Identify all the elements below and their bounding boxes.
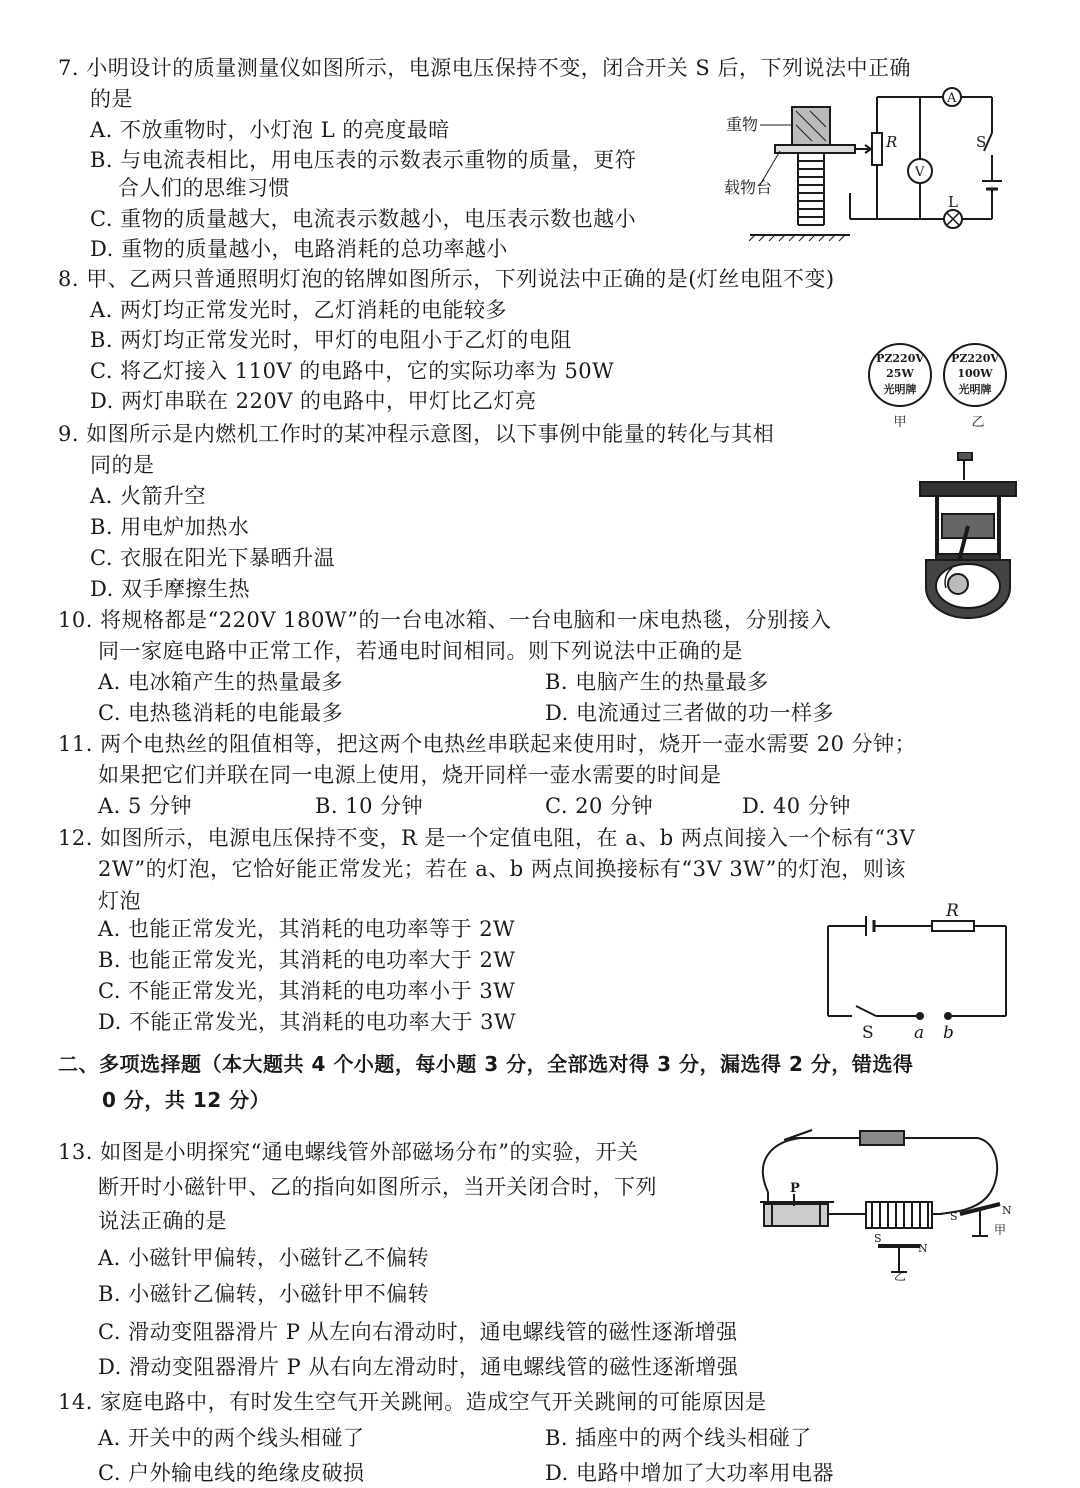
q9-option-b: B. 用电炉加热水 bbox=[90, 515, 250, 539]
q7-option-d: D. 重物的质量越小，电路消耗的总功率越小 bbox=[90, 237, 508, 261]
q11-option-a: A. 5 分钟 bbox=[98, 794, 193, 818]
q10-stem-line1: 10. 将规格都是“220V 180W”的一台电冰箱、一台电脑和一床电热毯，分别接入 bbox=[58, 608, 832, 632]
q12-stem-line3: 灯泡 bbox=[98, 889, 141, 913]
q13-fig-p-label: P bbox=[790, 1181, 800, 1196]
q12-option-c: C. 不能正常发光，其消耗的电功率小于 3W bbox=[98, 979, 516, 1003]
q9-option-c: C. 衣服在阳光下暴晒升温 bbox=[90, 546, 336, 570]
q13-fig-yi-label: 乙 bbox=[894, 1269, 907, 1282]
q9-stem-line1: 9. 如图所示是内燃机工作时的某冲程示意图，以下事例中能量的转化与其相 bbox=[58, 422, 775, 446]
q7-option-b-line2: 合人们的思维习惯 bbox=[118, 176, 290, 200]
q14-option-d: D. 电路中增加了大功率用电器 bbox=[545, 1461, 834, 1485]
q10-stem-line2: 同一家庭电路中正常工作，若通电时间相同。则下列说法中正确的是 bbox=[98, 639, 743, 663]
q13-fig-jia-label: 甲 bbox=[994, 1223, 1007, 1237]
q13-option-d: D. 滑动变阻器滑片 P 从右向左滑动时，通电螺线管的磁性逐渐增强 bbox=[98, 1355, 739, 1379]
q11-option-b: B. 10 分钟 bbox=[315, 794, 424, 818]
q13-fig-jia-s-label: S bbox=[950, 1210, 958, 1223]
q7-fig-r-label: R bbox=[886, 133, 898, 151]
q10-option-a: A. 电冰箱产生的热量最多 bbox=[98, 670, 344, 694]
q12-circuit-figure bbox=[820, 898, 1016, 1040]
q12-fig-a-label: a bbox=[914, 1023, 925, 1040]
q7-stem-line1: 7. 小明设计的质量测量仪如图所示，电源电压保持不变，闭合开关 S 后，下列说法中正确 bbox=[58, 56, 911, 80]
q13-fig-yi-s-label: S bbox=[874, 1232, 882, 1245]
q11-stem-line2: 如果把它们并联在同一电源上使用，烧开同样一壶水需要的时间是 bbox=[98, 763, 722, 787]
q8-yi-model: PZ220V bbox=[951, 352, 999, 365]
q13-solenoid-figure bbox=[750, 1122, 1020, 1282]
q12-stem-line1: 12. 如图所示，电源电压保持不变，R 是一个定值电阻，在 a、b 两点间接入一个标有“3V bbox=[58, 826, 916, 850]
q8-yi-brand: 光明牌 bbox=[958, 383, 992, 396]
q14-option-c: C. 户外输电线的绝缘皮破损 bbox=[98, 1461, 365, 1485]
q7-stem-line2: 的是 bbox=[90, 87, 133, 111]
q13-fig-yi-n-label: N bbox=[918, 1242, 928, 1255]
q14-stem: 14. 家庭电路中，有时发生空气开关跳闸。造成空气开关跳闸的可能原因是 bbox=[58, 1390, 767, 1414]
q13-option-a: A. 小磁针甲偏转，小磁针乙不偏转 bbox=[98, 1246, 430, 1270]
q7-option-c: C. 重物的质量越大，电流表示数越小，电压表示数也越小 bbox=[90, 207, 637, 231]
q9-stem-line2: 同的是 bbox=[90, 453, 155, 477]
q11-stem-line1: 11. 两个电热丝的阻值相等，把这两个电热丝串联起来使用时，烧开一壶水需要 20 分钟； bbox=[58, 732, 917, 756]
q8-jia-model: PZ220V bbox=[876, 352, 924, 365]
q12-fig-r-label: R bbox=[946, 901, 959, 921]
q7-fig-platform-label: 载物台 bbox=[724, 178, 773, 197]
q7-fig-switch-label: S bbox=[976, 133, 987, 151]
q7-figure bbox=[720, 85, 1010, 245]
q12-option-b: B. 也能正常发光，其消耗的电功率大于 2W bbox=[98, 948, 516, 972]
section2-heading-line2: 0 分，共 12 分） bbox=[102, 1088, 271, 1112]
q7-fig-lamp-label: L bbox=[948, 193, 958, 211]
q7-fig-ammeter-label: A bbox=[947, 91, 957, 106]
q13-stem-line3: 说法正确的是 bbox=[98, 1209, 227, 1233]
q12-fig-b-label: b bbox=[943, 1023, 954, 1040]
q11-option-d: D. 40 分钟 bbox=[742, 794, 851, 818]
q7-fig-weight-label: 重物 bbox=[726, 115, 759, 134]
q13-fig-jia-n-label: N bbox=[1002, 1204, 1012, 1217]
q8-option-b: B. 两灯均正常发光时，甲灯的电阻小于乙灯的电阻 bbox=[90, 328, 572, 352]
q8-option-c: C. 将乙灯接入 110V 的电路中，它的实际功率为 50W bbox=[90, 359, 615, 383]
q13-stem-line1: 13. 如图是小明探究“通电螺线管外部磁场分布”的实验，开关 bbox=[58, 1140, 639, 1164]
q11-option-c: C. 20 分钟 bbox=[545, 794, 654, 818]
q12-option-a: A. 也能正常发光，其消耗的电功率等于 2W bbox=[98, 917, 516, 941]
q8-jia-power: 25W bbox=[886, 367, 914, 380]
q8-jia-brand: 光明牌 bbox=[883, 383, 917, 396]
q14-option-a: A. 开关中的两个线头相碰了 bbox=[98, 1426, 365, 1450]
section2-heading-line1: 二、多项选择题（本大题共 4 个小题，每小题 3 分，全部选对得 3 分，漏选得 2 分，错选得 bbox=[58, 1052, 914, 1076]
q7-fig-voltmeter-label: V bbox=[915, 165, 925, 180]
q8-figure bbox=[860, 342, 1020, 432]
q8-option-a: A. 两灯均正常发光时，乙灯消耗的电能较多 bbox=[90, 298, 508, 322]
q8-jia-name: 甲 bbox=[893, 415, 907, 430]
q8-stem: 8. 甲、乙两只普通照明灯泡的铭牌如图所示，下列说法中正确的是(灯丝电阻不变) bbox=[58, 267, 835, 291]
q12-option-d: D. 不能正常发光，其消耗的电功率大于 3W bbox=[98, 1010, 517, 1034]
q7-option-b-line1: B. 与电流表相比，用电压表的示数表示重物的质量，更符 bbox=[90, 148, 637, 172]
q8-option-d: D. 两灯串联在 220V 的电路中，甲灯比乙灯亮 bbox=[90, 389, 537, 413]
q8-yi-power: 100W bbox=[957, 367, 993, 380]
q10-option-c: C. 电热毯消耗的电能最多 bbox=[98, 701, 344, 725]
q9-option-d: D. 双手摩擦生热 bbox=[90, 577, 250, 601]
q10-option-b: B. 电脑产生的热量最多 bbox=[545, 670, 769, 694]
q9-option-a: A. 火箭升空 bbox=[90, 484, 207, 508]
q13-stem-line2: 断开时小磁针甲、乙的指向如图所示，当开关闭合时，下列 bbox=[98, 1175, 657, 1199]
q14-option-b: B. 插座中的两个线头相碰了 bbox=[545, 1426, 812, 1450]
q10-option-d: D. 电流通过三者做的功一样多 bbox=[545, 701, 834, 725]
q12-stem-line2: 2W”的灯泡，它恰好能正常发光；若在 a、b 两点间换接标有“3V 3W”的灯泡，则该 bbox=[98, 857, 906, 881]
q13-option-c: C. 滑动变阻器滑片 P 从左向右滑动时，通电螺线管的磁性逐渐增强 bbox=[98, 1320, 738, 1344]
q13-option-b: B. 小磁针乙偏转，小磁针甲不偏转 bbox=[98, 1282, 430, 1306]
q7-option-a: A. 不放重物时，小灯泡 L 的亮度最暗 bbox=[90, 118, 450, 142]
q8-yi-name: 乙 bbox=[971, 415, 985, 430]
q9-engine-figure bbox=[912, 452, 1024, 620]
q12-fig-s-label: S bbox=[862, 1023, 874, 1040]
